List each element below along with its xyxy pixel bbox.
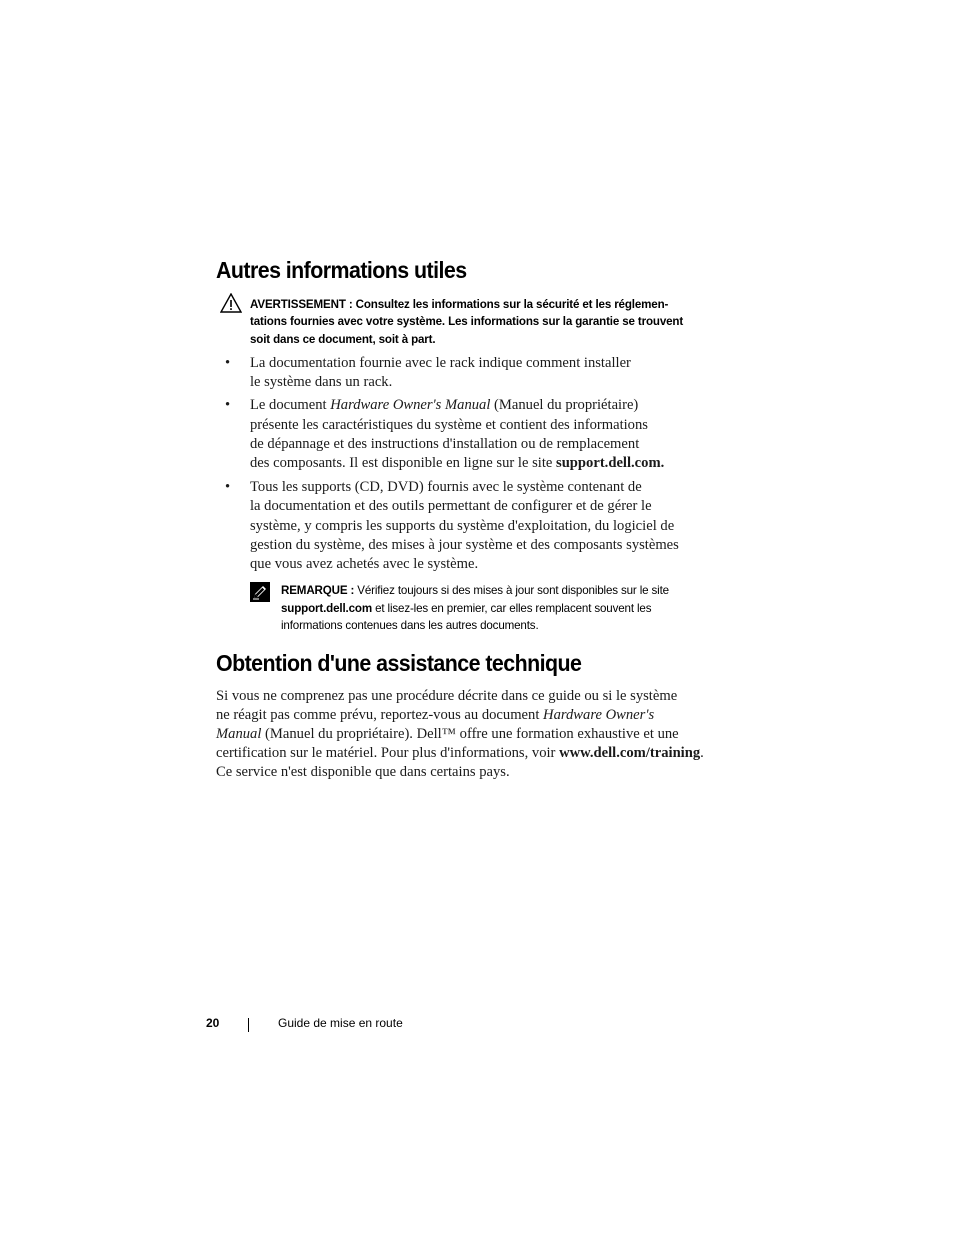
para-line-4-prefix: certification sur le matériel. Pour plus d'informations, voir [216,745,560,761]
bullet-2-line-3: de dépannage et des instructions d'installation ou de remplacement [250,435,640,452]
para-line-3-rest: (Manuel du propriétaire). Dell™ offre une formation exhaustive et une [261,726,679,742]
para-line-5: Ce service n'est disponible que dans certains pays. [216,764,510,780]
list-item [216,396,716,473]
hardware-owners-manual-title: Hardware Owner's Manual [330,397,491,414]
page-footer [0,1016,954,1036]
footer-divider [248,1018,249,1032]
bullet-3-line-5: que vous avez achetés avec le système. [250,556,479,573]
warning-text [250,296,740,348]
info-bullet-list [216,354,716,574]
bullet-icon: • [225,355,231,371]
bullet-1-line-2: le système dans un rack. [250,374,393,391]
bullet-2-line-1-prefix: Le document [250,397,331,414]
bullet-3-line-3: système, y compris les supports du système d'exploitation, du logiciel de [250,517,675,534]
para-line-1: Si vous ne comprenez pas une procédure décrite dans ce guide ou si le système [216,688,678,704]
para-line-2-prefix: ne réagit pas comme prévu, reportez-vous au document [216,707,544,723]
bullet-2-line-1-suffix: (Manuel du propriétaire) [490,397,639,414]
note-support-dell-link[interactable]: support.dell.com [281,601,373,615]
list-item [216,354,716,392]
list-item [216,478,716,574]
note-pencil-icon [250,582,270,602]
support-dell-link[interactable]: support.dell.com. [556,455,665,472]
warning-line-2: tations fournies avec votre système. Les informations sur la garantie se trouvent [250,315,684,329]
note-line-1: Vérifiez toujours si des mises à jour sont disponibles sur le site [354,584,669,597]
section-heading-autres-informations: Autres informations utiles [216,257,467,283]
section-heading-assistance-technique: Obtention d'une assistance technique [216,650,582,676]
note-label: REMARQUE : [281,584,355,597]
bullet-2-line-4-prefix: des composants. Il est disponible en ligne sur le site [250,455,557,472]
note-line-3: informations contenues dans les autres documents. [281,619,539,633]
warning-line-3: soit dans ce document, soit à part. [250,332,436,346]
note-line-2-rest: et lisez-les en premier, car elles remplacent souvent les [372,601,652,615]
bullet-icon: • [225,479,231,496]
para-line-4-suffix: . [700,745,704,761]
note-text [281,582,669,635]
bullet-3-line-4: gestion du système, des mises à jour système et des composants systèmes [250,536,679,553]
para-manual-title-part2: Manual [216,726,262,742]
bullet-icon: • [225,397,231,414]
warning-triangle-icon [220,293,242,313]
bullet-3-line-1: Tous les supports (CD, DVD) fournis avec le système contenant de [250,479,642,496]
para-manual-title-part1: Hardware Owner's [543,707,655,723]
bullet-3-line-2: la documentation et des outils permettant de configurer et de gérer le [250,498,652,515]
page-number: 20 [206,1016,220,1030]
bullet-2-line-2: présente les caractéristiques du système et contient des informations [250,416,648,433]
dell-training-link[interactable]: www.dell.com/training [559,745,701,761]
warning-label: AVERTISSEMENT : [250,298,353,311]
assistance-paragraph [216,687,716,782]
bullet-1-line-1: La documentation fournie avec le rack indique comment installer [250,355,631,371]
footer-guide-title: Guide de mise en route [278,1016,403,1030]
warning-line-1: Consultez les informations sur la sécurité et les réglemen- [352,298,669,311]
